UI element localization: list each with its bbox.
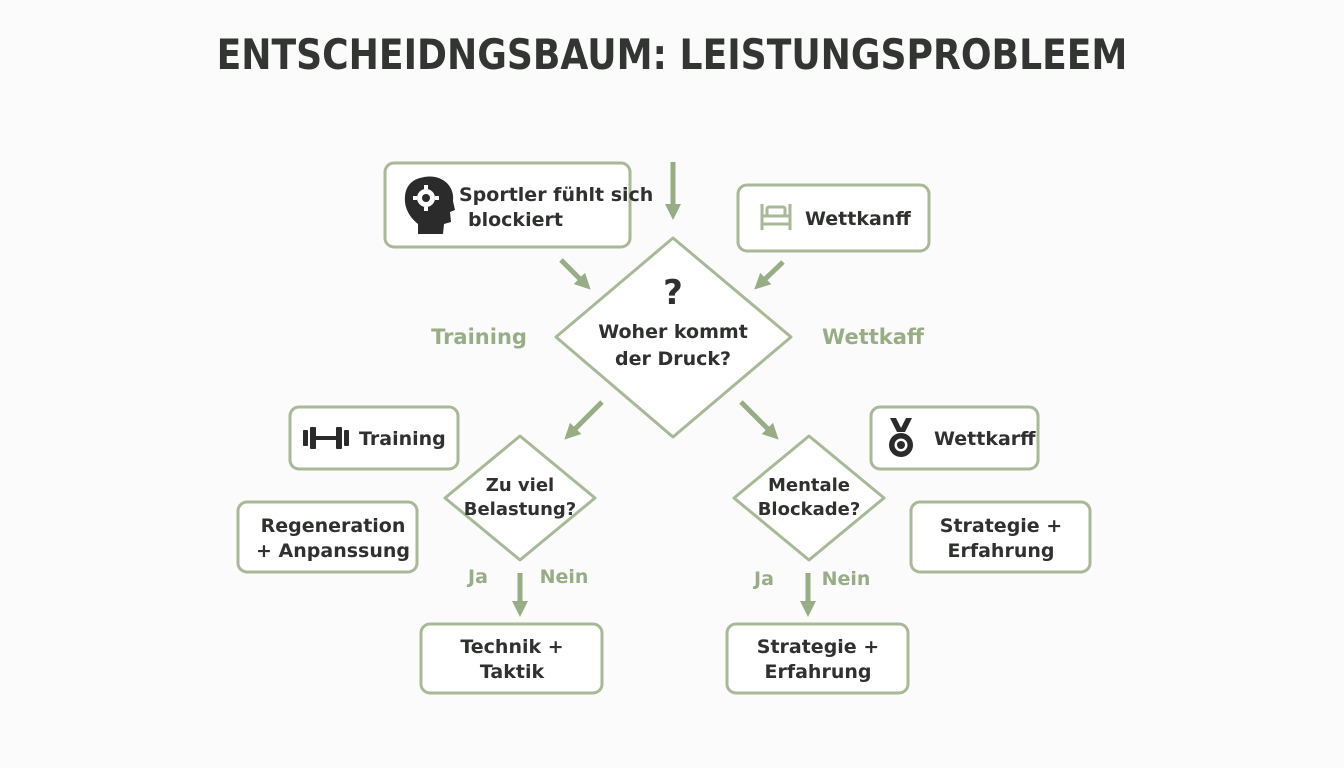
regeneration-line-1: Regeneration	[260, 515, 406, 537]
technique-node	[421, 624, 602, 693]
mental-question-line-2: Blockade?	[757, 499, 861, 520]
athlete-node	[385, 163, 653, 247]
athlete-line-2: blockiert	[468, 209, 563, 231]
arrow-root-to-load	[570, 402, 602, 434]
strategy-right-node	[911, 502, 1090, 572]
training-node	[290, 407, 458, 469]
competition-top-label: Wettkanff	[805, 208, 911, 230]
technique-line-1: Technik +	[460, 636, 564, 658]
branch-label-competition: Wettkaff	[822, 325, 924, 349]
strategy-right-line-2: Erfahrung	[947, 540, 1055, 562]
regeneration-node	[238, 502, 417, 572]
load-question-line-1: Zu viel	[485, 475, 555, 496]
mental-question-node	[734, 436, 884, 560]
technique-line-2: Taktik	[479, 661, 545, 683]
training-label: Training	[359, 428, 446, 450]
mental-no-label: Nein	[821, 568, 871, 590]
arrow-athlete-to-root	[561, 260, 585, 284]
mental-question-line-1: Mentale	[767, 475, 851, 496]
competition-right-label: Wettkarff	[934, 428, 1036, 450]
arrow-competition-to-root	[760, 262, 783, 284]
load-no-label: Nein	[539, 566, 589, 588]
page-title: ENTSCHEIDNGSBAUM: LEISTUNGSPROBLEEM	[216, 30, 1128, 79]
strategy-bottom-line-1: Strategie +	[756, 636, 880, 658]
question-mark-icon: ?	[663, 273, 683, 313]
strategy-bottom-node	[727, 624, 908, 693]
root-question-line-2: der Druck?	[614, 348, 732, 370]
load-question-line-2: Belastung?	[463, 499, 577, 520]
root-question-line-1: Woher kommt	[598, 321, 748, 343]
load-question-node	[445, 436, 595, 560]
competition-right-node	[871, 407, 1038, 469]
branch-label-training: Training	[431, 325, 527, 349]
load-yes-label: Ja	[468, 566, 488, 588]
strategy-right-line-1: Strategie +	[939, 515, 1063, 537]
strategy-bottom-line-2: Erfahrung	[764, 661, 872, 683]
regeneration-line-2: + Anpanssung	[256, 540, 410, 562]
competition-top-node	[738, 185, 929, 251]
athlete-line-1: Sportler fühlt sich	[459, 184, 654, 206]
mental-yes-label: Ja	[754, 568, 774, 590]
root-question-node	[556, 238, 791, 437]
arrow-root-to-mental	[741, 402, 773, 434]
